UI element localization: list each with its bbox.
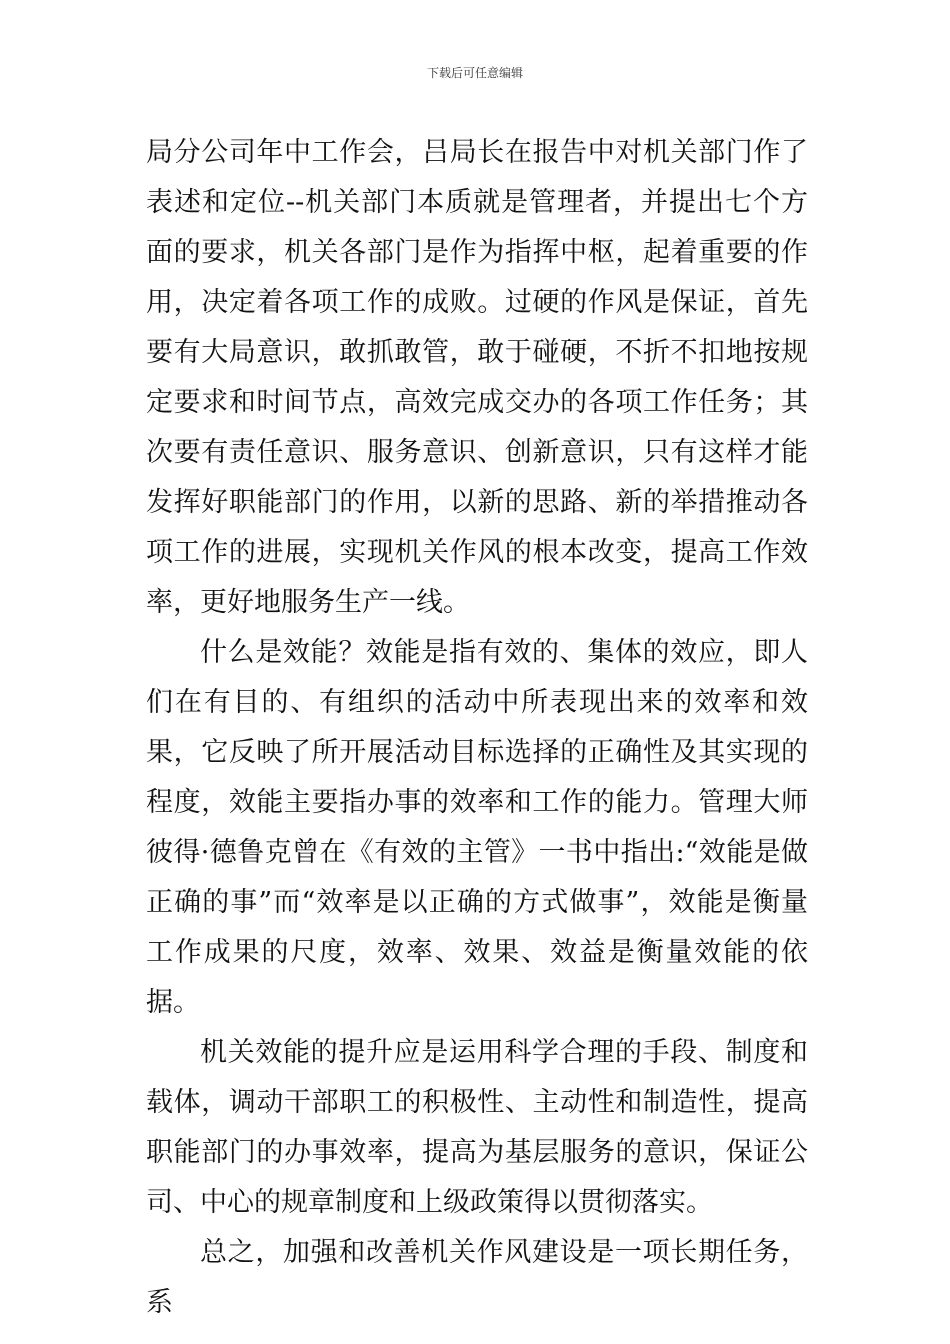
page-header: 下载后可任意编辑 [426,66,523,80]
paragraph-3: 机关效能的提升应是运用科学合理的手段、制度和载体，调动干部职工的积极性、主动性和制造性，提高职能部门的办事效率，提高为基层服务的意识，保证公司、中心的规章制度和上级政策得以贯彻落实。 [146,1037,808,1218]
paragraph-2: 什么是效能？效能是指有效的、集体的效应，即人们在有目的、有组织的活动中所表现出来的效率和效果，它反映了所开展活动目标选择的正确性及其实现的程度，效能主要指办事的效率和工作的能力。管理大师彼得·德鲁克曾在《有效的主管》一书中指出:“效能是做正确的事”而“效率是以正确的方式做事”，效能是衡量工作成果的尺度，效率、效果、效益是衡量效能的依据。 [146,637,808,1018]
paragraph-1: 局分公司年中工作会，吕局长在报告中对机关部门作了表述和定位--机关部门本质就是管理者，并提出七个方面的要求，机关各部门是作为指挥中枢，起着重要的作用，决定着各项工作的成败。过硬的作风是保证，首先要有大局意识，敢抓敢管，敢于碰硬，不折不扣地按规定要求和时间节点，高效完成交办的各项工作任务；其次要有责任意识、服务意识、创新意识，只有这样才能发挥好职能部门的作用，以新的思路、新的举措推动各项工作的进展，实现机关作风的根本改变，提高工作效率，更好地服务生产一线。 [146,137,808,618]
document-body [146,128,808,1328]
paragraph-4: 总之，加强和改善机关作风建设是一项长期任务，系 [146,1237,808,1318]
